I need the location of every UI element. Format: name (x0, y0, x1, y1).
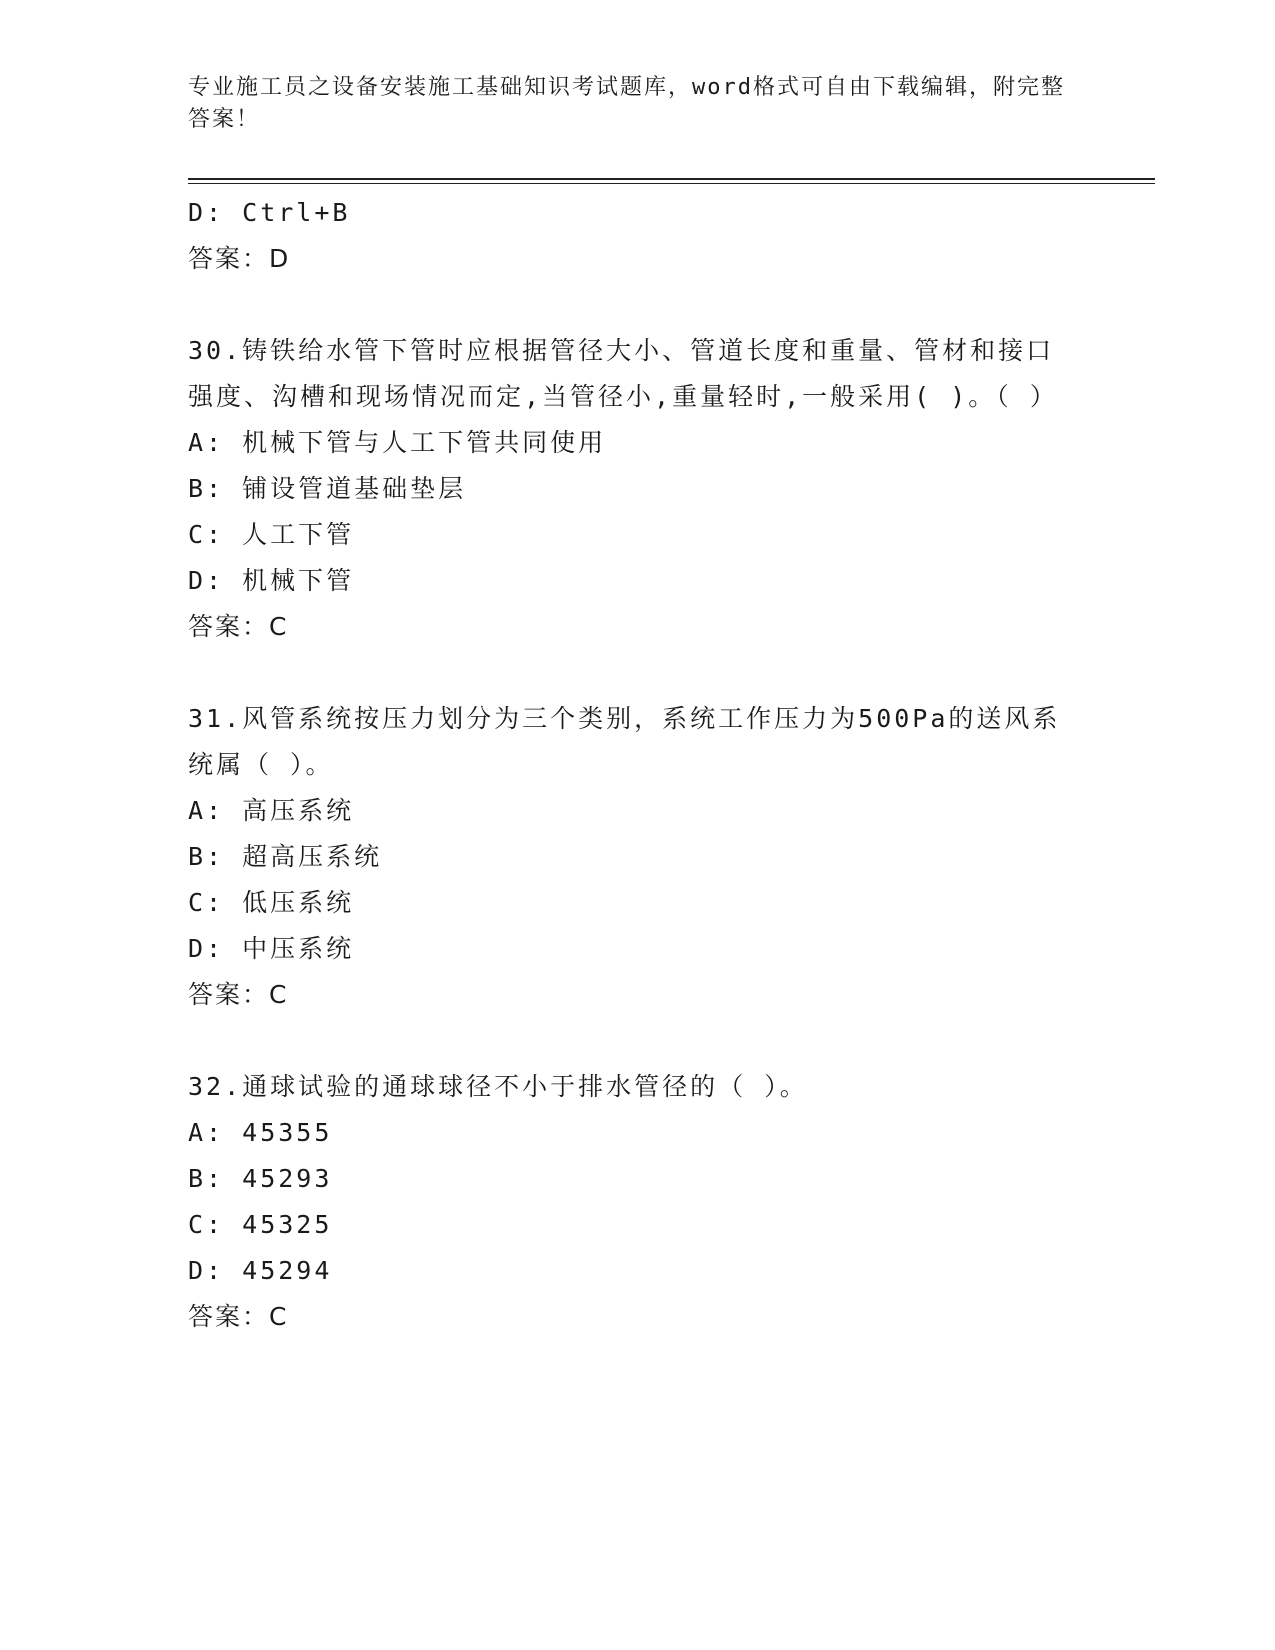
option-d: D: 45294 (188, 1256, 333, 1285)
previous-question-tail (188, 190, 1088, 282)
question-list (188, 190, 1088, 1340)
option-d: D: 中压系统 (188, 934, 355, 963)
question-30 (188, 328, 1088, 650)
option-a: A: 机械下管与人工下管共同使用 (188, 428, 607, 457)
option-a: A: 45355 (188, 1118, 333, 1147)
spacer (188, 282, 1088, 328)
option-b: B: 45293 (188, 1164, 333, 1193)
option-d: D: 机械下管 (188, 566, 355, 595)
option-b: B: 超高压系统 (188, 842, 383, 871)
option-d: D: Ctrl+B (188, 198, 351, 227)
answer-line: 答案：D (188, 244, 291, 273)
question-text: 31.风管系统按压力划分为三个类别，系统工作压力为500Pa的送风系统属（ ）。 (188, 704, 1061, 779)
option-a: A: 高压系统 (188, 796, 355, 825)
header-divider-thin (188, 183, 1155, 184)
answer-line: 答案：C (188, 612, 289, 641)
option-c: C: 45325 (188, 1210, 333, 1239)
option-b: B: 铺设管道基础垫层 (188, 474, 467, 503)
question-text: 32.通球试验的通球球径不小于排水管径的（ ）。 (188, 1072, 808, 1101)
option-c: C: 低压系统 (188, 888, 355, 917)
answer-line: 答案：C (188, 980, 289, 1009)
question-32 (188, 1064, 1088, 1340)
document-header: 专业施工员之设备安装施工基础知识考试题库，word格式可自由下载编辑，附完整答案！ (188, 75, 1065, 132)
spacer (188, 650, 1088, 696)
header-divider-thick (188, 178, 1155, 180)
answer-line: 答案：C (188, 1302, 289, 1331)
spacer (188, 1018, 1088, 1064)
option-c: C: 人工下管 (188, 520, 355, 549)
question-text: 30.铸铁给水管下管时应根据管径大小、管道长度和重量、管材和接口强度、沟槽和现场情况而定,当管径小,重量轻时,一般采用( )。（ ） (188, 336, 1058, 411)
question-31 (188, 696, 1088, 1018)
